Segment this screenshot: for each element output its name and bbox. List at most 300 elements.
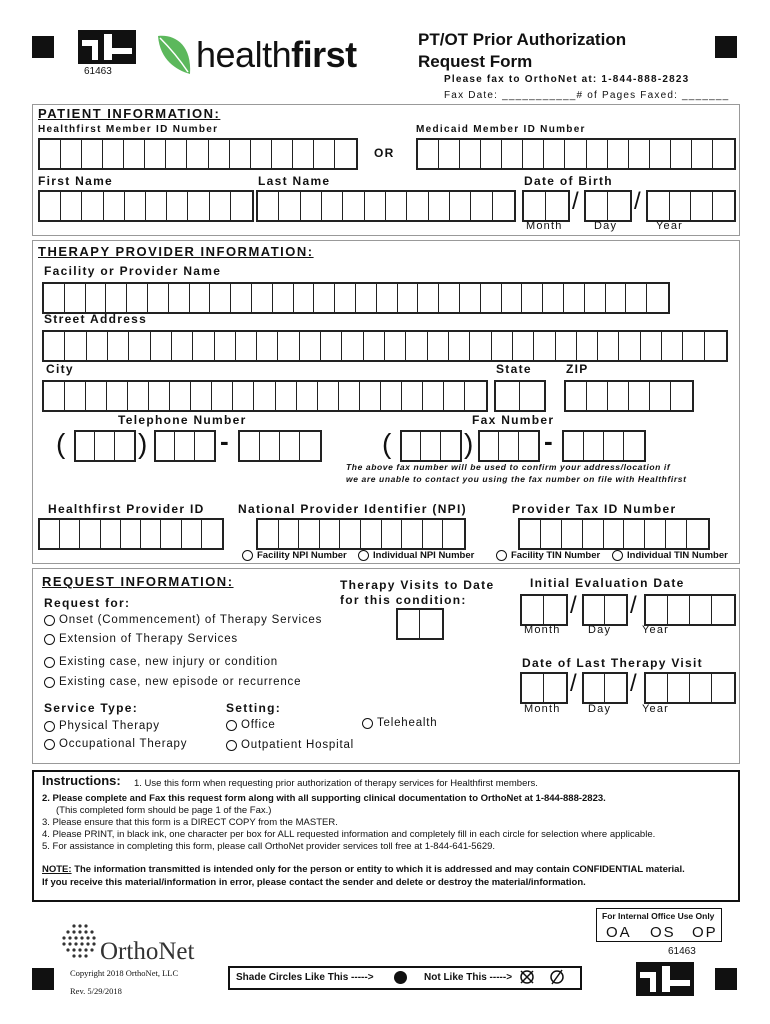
- char-box[interactable]: [115, 432, 134, 460]
- char-box[interactable]: [339, 382, 360, 410]
- option-facility-tin[interactable]: [496, 550, 600, 561]
- char-box[interactable]: [713, 140, 734, 168]
- char-box[interactable]: [294, 284, 315, 312]
- char-box[interactable]: [641, 332, 662, 360]
- zip-boxes[interactable]: [564, 380, 694, 412]
- registration-mark: [32, 968, 54, 990]
- char-box[interactable]: [544, 674, 566, 702]
- char-box[interactable]: [320, 520, 341, 548]
- fax-date-line: Fax Date: ___________# of Pages Faxed: _______: [444, 90, 730, 101]
- char-box[interactable]: [125, 192, 146, 220]
- char-box[interactable]: [191, 382, 212, 410]
- char-box[interactable]: [258, 192, 279, 220]
- char-box[interactable]: [65, 382, 86, 410]
- char-box[interactable]: [276, 382, 297, 410]
- char-box[interactable]: [202, 520, 222, 548]
- char-box[interactable]: [166, 140, 187, 168]
- dob-month-boxes[interactable]: [522, 190, 570, 222]
- char-box[interactable]: [124, 140, 145, 168]
- char-box[interactable]: [279, 192, 300, 220]
- char-box[interactable]: [145, 140, 166, 168]
- char-box[interactable]: [146, 192, 167, 220]
- char-box[interactable]: [149, 382, 170, 410]
- month-caption: Month: [524, 624, 561, 636]
- char-box[interactable]: [175, 432, 194, 460]
- char-box[interactable]: [418, 284, 439, 312]
- char-box[interactable]: [668, 596, 690, 624]
- char-box[interactable]: [272, 140, 293, 168]
- char-box[interactable]: [169, 284, 190, 312]
- option-new-injury[interactable]: [44, 656, 278, 668]
- char-box[interactable]: [273, 284, 294, 312]
- char-box[interactable]: [76, 432, 95, 460]
- option-individual-npi[interactable]: [358, 550, 474, 561]
- char-box[interactable]: [499, 432, 518, 460]
- char-box[interactable]: [606, 284, 627, 312]
- char-box[interactable]: [420, 610, 442, 638]
- char-box[interactable]: [382, 520, 403, 548]
- office-use-os: OS: [650, 924, 676, 941]
- char-box[interactable]: [650, 140, 671, 168]
- char-box[interactable]: [564, 284, 585, 312]
- char-box[interactable]: [172, 332, 193, 360]
- char-box[interactable]: [690, 596, 712, 624]
- phone-line-boxes[interactable]: [238, 430, 322, 462]
- char-box[interactable]: [502, 140, 523, 168]
- char-box[interactable]: [624, 432, 644, 460]
- char-box[interactable]: [481, 140, 502, 168]
- char-box[interactable]: [586, 192, 608, 220]
- char-box[interactable]: [195, 432, 214, 460]
- char-box[interactable]: [148, 284, 169, 312]
- char-box[interactable]: [170, 382, 191, 410]
- char-box[interactable]: [629, 382, 650, 410]
- char-box[interactable]: [385, 332, 406, 360]
- char-box[interactable]: [381, 382, 402, 410]
- char-box[interactable]: [65, 284, 86, 312]
- char-box[interactable]: [187, 140, 208, 168]
- char-box[interactable]: [361, 520, 382, 548]
- fax-to-line: Please fax to OrthoNet at: 1-844-888-2823: [444, 74, 690, 85]
- char-box[interactable]: [231, 192, 252, 220]
- char-box[interactable]: [444, 382, 465, 410]
- phone-prefix-boxes[interactable]: [154, 430, 216, 462]
- fax-line-boxes[interactable]: [562, 430, 646, 462]
- char-box[interactable]: [604, 432, 624, 460]
- npi-label: National Provider Identifier (NPI): [238, 502, 467, 516]
- char-box[interactable]: [522, 284, 543, 312]
- char-box[interactable]: [564, 432, 584, 460]
- char-box[interactable]: [587, 382, 608, 410]
- year-caption: Year: [642, 703, 670, 715]
- day-caption: Day: [588, 703, 612, 715]
- char-box[interactable]: [584, 596, 605, 624]
- char-box[interactable]: [103, 140, 124, 168]
- char-box[interactable]: [44, 382, 65, 410]
- char-box[interactable]: [584, 674, 605, 702]
- char-box[interactable]: [44, 284, 65, 312]
- option-onset[interactable]: [44, 614, 322, 626]
- char-box[interactable]: [121, 520, 141, 548]
- char-box[interactable]: [156, 432, 175, 460]
- char-box[interactable]: [104, 192, 125, 220]
- char-box[interactable]: [365, 192, 386, 220]
- char-box[interactable]: [450, 192, 471, 220]
- last-visit-month-boxes[interactable]: [520, 672, 568, 704]
- char-box[interactable]: [300, 332, 321, 360]
- option-individual-tin[interactable]: [612, 550, 728, 561]
- last-visit-day-boxes[interactable]: [582, 672, 628, 704]
- char-box[interactable]: [340, 520, 361, 548]
- instructions-heading: Instructions:: [42, 773, 121, 788]
- setting-label: Setting:: [226, 701, 282, 715]
- char-box[interactable]: [61, 140, 82, 168]
- first-name-boxes[interactable]: [38, 190, 254, 222]
- char-box[interactable]: [439, 140, 460, 168]
- char-box[interactable]: [128, 382, 149, 410]
- char-box[interactable]: [297, 382, 318, 410]
- char-box[interactable]: [646, 596, 668, 624]
- hf-provider-id-boxes[interactable]: [38, 518, 224, 550]
- char-box[interactable]: [541, 520, 562, 548]
- form-code: 61463: [84, 66, 112, 77]
- char-box[interactable]: [86, 284, 107, 312]
- char-box[interactable]: [95, 432, 114, 460]
- confidential-note-2: If you receive this material/information in error, please contact the sender and delete or destroy the material/information.: [42, 877, 586, 888]
- street-boxes[interactable]: [42, 330, 728, 362]
- char-box[interactable]: [182, 520, 202, 548]
- char-box[interactable]: [534, 332, 555, 360]
- char-box[interactable]: [647, 284, 668, 312]
- char-box[interactable]: [101, 520, 121, 548]
- char-box[interactable]: [278, 332, 299, 360]
- char-box[interactable]: [421, 432, 440, 460]
- char-box[interactable]: [577, 332, 598, 360]
- instruction-5: 5. For assistance in completing this form, please call OrthoNet provider services toll free at 1-844-641-5629.: [42, 841, 496, 852]
- date-slash: /: [570, 592, 577, 619]
- char-box[interactable]: [151, 332, 172, 360]
- option-label: Outpatient Hospital: [241, 739, 355, 751]
- char-box[interactable]: [650, 382, 671, 410]
- orthonet-logo-icon: [60, 922, 100, 967]
- option-office[interactable]: [226, 719, 276, 731]
- char-box[interactable]: [406, 332, 427, 360]
- char-box[interactable]: [299, 520, 320, 548]
- year-caption: Year: [642, 624, 670, 636]
- char-box[interactable]: [428, 332, 449, 360]
- medicaid-id-boxes[interactable]: [416, 138, 736, 170]
- first-name-label: First Name: [38, 174, 114, 188]
- char-box[interactable]: [407, 192, 428, 220]
- char-box[interactable]: [398, 284, 419, 312]
- char-box[interactable]: [40, 140, 61, 168]
- char-box[interactable]: [314, 140, 335, 168]
- member-id-label: Healthfirst Member ID Number: [38, 124, 219, 135]
- char-box[interactable]: [470, 332, 491, 360]
- char-box[interactable]: [519, 432, 538, 460]
- char-box[interactable]: [691, 192, 713, 220]
- char-box[interactable]: [402, 432, 421, 460]
- char-box[interactable]: [496, 382, 520, 410]
- char-box[interactable]: [322, 192, 343, 220]
- char-box[interactable]: [608, 140, 629, 168]
- char-box[interactable]: [108, 332, 129, 360]
- char-box[interactable]: [231, 284, 252, 312]
- char-box[interactable]: [40, 520, 60, 548]
- npi-boxes[interactable]: [256, 518, 466, 550]
- char-box[interactable]: [40, 192, 61, 220]
- char-box[interactable]: [418, 140, 439, 168]
- street-label: Street Address: [44, 312, 148, 326]
- phone-area-boxes[interactable]: [74, 430, 136, 462]
- initial-eval-year-boxes[interactable]: [644, 594, 736, 626]
- dob-day-boxes[interactable]: [584, 190, 632, 222]
- char-box[interactable]: [60, 520, 80, 548]
- char-box[interactable]: [626, 284, 647, 312]
- char-box[interactable]: [61, 192, 82, 220]
- char-box[interactable]: [293, 140, 314, 168]
- char-box[interactable]: [543, 284, 564, 312]
- char-box[interactable]: [565, 140, 586, 168]
- char-box[interactable]: [465, 382, 486, 410]
- char-box[interactable]: [585, 284, 606, 312]
- char-box[interactable]: [692, 140, 713, 168]
- char-box[interactable]: [230, 140, 251, 168]
- healthfirst-wordmark: [196, 34, 357, 76]
- char-box[interactable]: [190, 284, 211, 312]
- char-box[interactable]: [356, 284, 377, 312]
- char-box[interactable]: [318, 382, 339, 410]
- char-box[interactable]: [280, 432, 300, 460]
- char-box[interactable]: [44, 332, 65, 360]
- char-box[interactable]: [556, 332, 577, 360]
- char-box[interactable]: [279, 520, 300, 548]
- char-box[interactable]: [258, 520, 279, 548]
- char-box[interactable]: [687, 520, 708, 548]
- char-box[interactable]: [439, 284, 460, 312]
- char-box[interactable]: [683, 332, 704, 360]
- char-box[interactable]: [493, 192, 514, 220]
- char-box[interactable]: [646, 674, 668, 702]
- char-box[interactable]: [240, 432, 260, 460]
- char-box[interactable]: [460, 284, 481, 312]
- char-box[interactable]: [608, 192, 630, 220]
- char-box[interactable]: [666, 520, 687, 548]
- char-box[interactable]: [215, 332, 236, 360]
- radio-circle-icon: [362, 718, 373, 729]
- char-box[interactable]: [398, 610, 420, 638]
- tin-boxes[interactable]: [518, 518, 710, 550]
- char-box[interactable]: [629, 140, 650, 168]
- char-box[interactable]: [402, 382, 423, 410]
- char-box[interactable]: [141, 520, 161, 548]
- char-box[interactable]: [544, 596, 566, 624]
- char-box[interactable]: [671, 140, 692, 168]
- char-box[interactable]: [471, 192, 492, 220]
- char-box[interactable]: [314, 284, 335, 312]
- char-box[interactable]: [167, 192, 188, 220]
- char-box[interactable]: [364, 332, 385, 360]
- dob-label: Date of Birth: [524, 174, 613, 188]
- fax-prefix-boxes[interactable]: [478, 430, 540, 462]
- city-boxes[interactable]: [42, 380, 488, 412]
- char-box[interactable]: [210, 284, 231, 312]
- radio-circle-icon: [44, 615, 55, 626]
- char-box[interactable]: [449, 332, 470, 360]
- char-box[interactable]: [236, 332, 257, 360]
- char-box[interactable]: [546, 192, 568, 220]
- fax-area-boxes[interactable]: [400, 430, 462, 462]
- copyright: Copyright 2018 OrthoNet, LLC: [70, 968, 179, 978]
- char-box[interactable]: [648, 192, 670, 220]
- char-box[interactable]: [429, 192, 450, 220]
- char-box[interactable]: [584, 432, 604, 460]
- char-box[interactable]: [604, 520, 625, 548]
- last-visit-year-boxes[interactable]: [644, 672, 736, 704]
- char-box[interactable]: [712, 596, 734, 624]
- char-box[interactable]: [257, 332, 278, 360]
- visits-label-1: Therapy Visits to Date: [340, 578, 495, 592]
- char-box[interactable]: [161, 520, 181, 548]
- note-text: The information transmitted is intended only for the person or entity to which it is addressed and may contain CONFIDENTIAL material.: [71, 864, 685, 875]
- healthfirst-leaf-icon: [154, 30, 194, 83]
- char-box[interactable]: [562, 520, 583, 548]
- char-box[interactable]: [670, 192, 692, 220]
- char-box[interactable]: [252, 284, 273, 312]
- char-box[interactable]: [87, 332, 108, 360]
- char-box[interactable]: [65, 332, 86, 360]
- char-box[interactable]: [605, 674, 626, 702]
- visits-boxes[interactable]: [396, 608, 444, 640]
- char-box[interactable]: [566, 382, 587, 410]
- char-box[interactable]: [712, 674, 734, 702]
- char-box[interactable]: [583, 520, 604, 548]
- confidential-note: [42, 864, 685, 875]
- registration-mark: [715, 36, 737, 58]
- char-box[interactable]: [86, 382, 107, 410]
- char-box[interactable]: [662, 332, 683, 360]
- char-box[interactable]: [127, 284, 148, 312]
- char-box[interactable]: [106, 284, 127, 312]
- initial-eval-month-boxes[interactable]: [520, 594, 568, 626]
- char-box[interactable]: [619, 332, 640, 360]
- char-box[interactable]: [80, 520, 100, 548]
- option-label: Extension of Therapy Services: [59, 633, 238, 645]
- char-box[interactable]: [522, 596, 544, 624]
- member-id-boxes[interactable]: [38, 138, 358, 170]
- char-box[interactable]: [524, 192, 546, 220]
- char-box[interactable]: [513, 332, 534, 360]
- char-box[interactable]: [402, 520, 423, 548]
- char-box[interactable]: [668, 674, 690, 702]
- char-box[interactable]: [705, 332, 726, 360]
- char-box[interactable]: [251, 140, 272, 168]
- char-box[interactable]: [386, 192, 407, 220]
- char-box[interactable]: [210, 192, 231, 220]
- char-box[interactable]: [360, 382, 381, 410]
- phone-dash: -: [220, 426, 229, 456]
- char-box[interactable]: [321, 332, 342, 360]
- char-box[interactable]: [624, 520, 645, 548]
- char-box[interactable]: [301, 192, 322, 220]
- char-box[interactable]: [671, 382, 692, 410]
- char-box[interactable]: [520, 520, 541, 548]
- phone-label: Telephone Number: [118, 413, 247, 427]
- state-boxes[interactable]: [494, 380, 546, 412]
- char-box[interactable]: [335, 140, 356, 168]
- char-box[interactable]: [233, 382, 254, 410]
- char-box[interactable]: [544, 140, 565, 168]
- char-box[interactable]: [82, 140, 103, 168]
- char-box[interactable]: [481, 284, 502, 312]
- char-box[interactable]: [107, 382, 128, 410]
- char-box[interactable]: [587, 140, 608, 168]
- option-new-episode[interactable]: [44, 676, 301, 688]
- char-box[interactable]: [690, 674, 712, 702]
- form-barcode-logo: [78, 30, 136, 64]
- char-box[interactable]: [188, 192, 209, 220]
- crossed-circle-icon: [518, 968, 536, 991]
- char-box[interactable]: [423, 520, 444, 548]
- char-box[interactable]: [443, 520, 464, 548]
- option-label: Office: [241, 719, 276, 731]
- option-telehealth[interactable]: [362, 717, 437, 729]
- provider-heading: THERAPY PROVIDER INFORMATION:: [38, 244, 314, 259]
- initial-eval-day-boxes[interactable]: [582, 594, 628, 626]
- char-box[interactable]: [342, 332, 363, 360]
- char-box[interactable]: [520, 382, 544, 410]
- char-box[interactable]: [129, 332, 150, 360]
- char-box[interactable]: [343, 192, 364, 220]
- office-use-label: For Internal Office Use Only: [602, 911, 715, 921]
- option-outpatient-hospital[interactable]: [226, 739, 354, 751]
- char-box[interactable]: [460, 140, 481, 168]
- char-box[interactable]: [502, 284, 523, 312]
- char-box[interactable]: [300, 432, 320, 460]
- facility-boxes[interactable]: [42, 282, 670, 314]
- char-box[interactable]: [523, 140, 544, 168]
- char-box[interactable]: [212, 382, 233, 410]
- option-label: Existing case, new episode or recurrence: [59, 676, 302, 688]
- char-box[interactable]: [480, 432, 499, 460]
- option-facility-npi[interactable]: [242, 550, 347, 561]
- char-box[interactable]: [645, 520, 666, 548]
- char-box[interactable]: [254, 382, 275, 410]
- option-occupational-therapy[interactable]: [44, 738, 187, 750]
- char-box[interactable]: [377, 284, 398, 312]
- option-label: Occupational Therapy: [59, 738, 188, 750]
- dob-year-boxes[interactable]: [646, 190, 736, 222]
- char-box[interactable]: [193, 332, 214, 360]
- char-box[interactable]: [522, 674, 544, 702]
- option-extension[interactable]: [44, 633, 238, 645]
- char-box[interactable]: [492, 332, 513, 360]
- char-box[interactable]: [82, 192, 103, 220]
- char-box[interactable]: [608, 382, 629, 410]
- option-physical-therapy[interactable]: [44, 720, 160, 732]
- char-box[interactable]: [423, 382, 444, 410]
- char-box[interactable]: [713, 192, 735, 220]
- char-box[interactable]: [260, 432, 280, 460]
- char-box[interactable]: [209, 140, 230, 168]
- char-box[interactable]: [598, 332, 619, 360]
- char-box[interactable]: [441, 432, 460, 460]
- char-box[interactable]: [335, 284, 356, 312]
- instruction-2: 2. Please complete and Fax this request form along with all supporting clinical documentation to OrthoNet at 1-844-888-2823.: [42, 793, 606, 804]
- char-box[interactable]: [605, 596, 626, 624]
- footer-form-code: 61463: [668, 946, 696, 957]
- last-name-boxes[interactable]: [256, 190, 516, 222]
